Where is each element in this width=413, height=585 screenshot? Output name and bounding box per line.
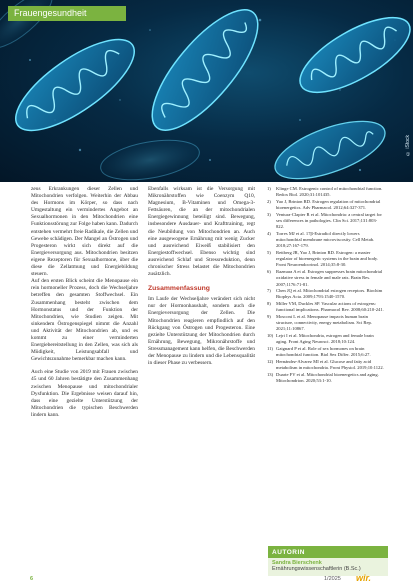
reference-item [267,359,385,371]
reference-text: Miller VM, Duckles SP. Vascular actions of estrogens: functional implications. Pharmacol Rev. 2008;60:210-241. [276,301,384,313]
reference-number: 5) [267,250,271,256]
reference-number: 13) [267,371,274,377]
reference-number: 11) [267,346,273,352]
body-paragraph: Auch eine Studie von 2019 mit Frauen zwischen 45 und 60 Jahren bestätigte den Zusammenhang zwischen Menopause und mitochondrialer Dysfunktion. Die Ergebnisse weisen darauf hin, dass eine gezielte Unterstützung der Mitochondrien die typischen Beschwerden lindern kann. [31,369,138,418]
reference-number: 7) [267,288,271,294]
reference-item [267,288,385,300]
reference-number: 4) [267,230,271,236]
summary-heading: Zusammenfassung [148,285,210,293]
references-column [267,186,385,385]
issue-label: 1/2025 [324,576,341,582]
reference-text: Duarte FV et al. Mitochondrial bioenergetics and aging. Mitochondrion. 2020;53:1-10. [276,371,379,384]
reference-text: Rettberg JR, Yao J, Brinton RD. Estrogen: a master regulator of bioenergetic systems in the brain and body. Front Neuroendocrinol. 2014;35:8-30. [276,250,379,268]
reference-text: Ventura-Clapier R et al. Mitochondria: a central target for sex differences in pathologies. Clin Sci. 2017;131:803-822. [276,211,382,230]
article-column-2 [148,186,255,367]
reference-number: 9) [267,314,271,320]
page-number: 6 [30,576,34,582]
reference-text: Mosconi L et al. Menopause impacts human brain structure, connectivity, energy metabolism. Sci Rep. 2021;11:10867. [276,314,372,332]
reference-text: Gaignard P et al. Role of sex hormones on brain mitochondrial function. Biol Sex Differ. 2015;6:27. [276,346,371,358]
article-column-1 [31,186,138,419]
reference-item [267,372,385,384]
reference-number: 2) [267,198,271,204]
reference-item [267,212,385,231]
reference-item [267,333,385,345]
hero-image [0,0,413,182]
summary-paragraph: Im Laufe der Wechseljahre verändert sich nicht nur der Hormonhaushalt, sondern auch die Energieversorgung der Zellen. Die Mitochondrien reagieren empfindlich auf den Rückgang von Östrogen und Progesteron. Eine gezielte Unterstützung der Mitochondrien durch Ernährung, Bewegung, Mikronährstoffe und Stressmanagement kann helfen, die Beschwerden der Menopause zu lindern und die Lebensqualität in dieser Phase zu verbessern. [148,296,255,367]
reference-item [267,346,385,358]
reference-text: Klinge CM. Estrogenic control of mitochondrial function. Redox Biol. 2020;31:101435. [276,186,383,198]
reference-text: Yao J, Brinton RD. Estrogen regulation of mitochondrial bioenergetics. Adv Pharmacol. 2012;64:327-371. [276,198,381,211]
reference-item [267,231,385,250]
page-footer [0,574,413,585]
reference-item [267,301,385,313]
reference-text: Chen JQ et al. Mitochondrial estrogen receptors. Biochim Biophys Acta. 2009;1793:1540-1570. [276,288,383,300]
author-name: Sandra Bierschenk [272,560,322,566]
category-tag: Frauengesundheit [8,6,126,21]
mitochondria-illustration [0,0,413,182]
reference-number: 10) [267,333,274,339]
reference-text: Hernández-Alvarez MI et al. Glucose and fatty acid metabolism in mitochondria. Front Physiol. 2019;10:1122. [276,358,384,371]
photo-credit: © iStock [405,135,411,157]
reference-number: 3) [267,211,271,217]
reference-text: Razmara A et al. Estrogen suppresses brain mitochondrial oxidative stress in female and male rats. Brain Res. 2007;1176:71-81. [276,269,383,287]
body-paragraph: Auf den ersten Blick scheint die Menopause ein rein hormoneller Prozess, doch die Wechseljahre betreffen den gesamten Stoffwechsel. Ein Zusammenhang besteht zwischen dem Hormonstatus und der Funktion der Mitochondrien, wie Studien zeigen. Mit sinkendem Östrogenspiegel nimmt die Anzahl und Aktivität der Mitochondrien ab, und es kommt zu einer verminderten Energiebereitstellung in den Zellen, was sich als Müdigkeit, Leistungsabfall und Gewichtszunahme bemerkbar machen kann. [31,278,138,363]
reference-number: 8) [267,301,271,307]
reference-number: 6) [267,269,271,275]
reference-text: Torres MJ et al. 17β-Estradiol directly lowers mitochondrial membrane microviscosity. Cell Metab. 2018;27:167-179. [276,230,375,249]
reference-number: 12) [267,358,274,364]
brand-logo: wir. [356,573,372,583]
reference-text: Lejri I et al. Mitochondria, estrogen and female brain aging. Front Aging Neurosci. 2018;10:124. [276,333,374,345]
reference-item [267,199,385,211]
body-paragraph: Ebenfalls wirksam ist die Versorgung mit Mikronährstoffen wie Coenzym Q10, Magnesium, B-Vitaminen und Omega-3-Fettsäuren, die an der mitochondrialen Energiegewinnung beteiligt sind. Bewegung, insbesondere Ausdauer- und Krafttraining, regt die Neubildung von Mitochondrien an. Auch eine ausgewogene Ernährung mit wenig Zucker und ausreichend Eiweiß stabilisiert den Energiestoffwechsel. Ebenso wichtig sind ausreichend Schlaf und Stressreduktion, denn chronischer Stress belastet die Mitochondrien zusätzlich. [148,186,255,278]
reference-item [267,314,385,333]
reference-item [267,186,385,198]
author-role: Ernährungswissenschaftlerin (B.Sc.) [272,566,361,572]
reference-item [267,269,385,288]
body-paragraph: zeus Erkrankungen dieser Zellen und Mitochondrien verfolgen. Weiterhin der Abbau des Hormons im Körper, so dass nach Umgestaltung ein vermindertes Angebot an Sexualhormonen in den Mitochondrien eine Funktionsstörung zur Folge haben kann. Dadurch entstehen vermehrt freie Radikale, die Zellen und Gewebe schädigen. Der Mangel an Östrogen und Progesteron wirkt sich direkt auf die Energieversorgung aus. Mitochondrien besitzen eigene Rezeptoren für Sexualhormone, über die diese die Zellatmung und Energiebildung steuern. [31,186,138,278]
author-box [268,546,388,576]
reference-item [267,250,385,269]
reference-list [267,186,385,384]
author-heading: AUTORIN [268,548,388,558]
reference-number: 1) [267,186,271,191]
